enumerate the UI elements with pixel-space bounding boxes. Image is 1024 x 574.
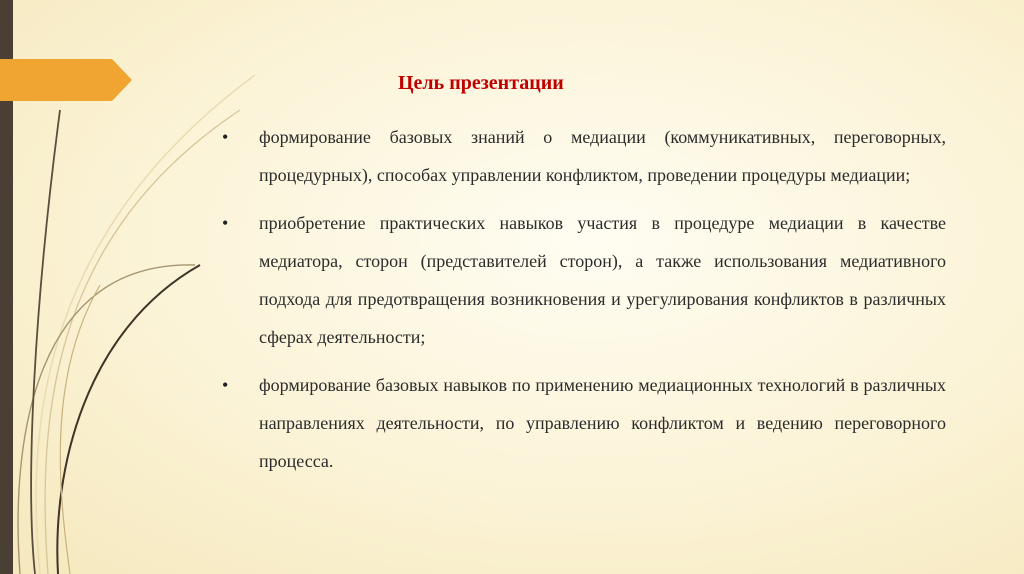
bullet-text: формирование базовых навыков по применению медиационных технологий в различных направлениях деятельности, по управлению конфликтом и ведению переговорного процесса. — [259, 375, 946, 471]
bullet-marker: • — [222, 127, 229, 147]
bullet-marker: • — [222, 213, 229, 233]
bullet-list — [222, 118, 946, 490]
bullet-item-3 — [222, 366, 946, 480]
bullet-item-1 — [222, 118, 946, 194]
bullet-text: приобретение практических навыков участия в процедуре медиации в качестве медиатора, сторон (представителей сторон), а также использования медиативного подхода для предотвращения возникновения и урегулирования конфликтов в различных сферах деятельности; — [259, 213, 946, 347]
bullet-marker: • — [222, 375, 229, 395]
slide-title: Цель презентации — [398, 72, 564, 94]
orange-arrow-tab — [0, 59, 132, 101]
bullet-item-2 — [222, 204, 946, 356]
bullet-text: формирование базовых знаний о медиации (коммуникативных, переговорных, процедурных), способах управлении конфликтом, проведении процедуры медиации; — [259, 127, 946, 185]
